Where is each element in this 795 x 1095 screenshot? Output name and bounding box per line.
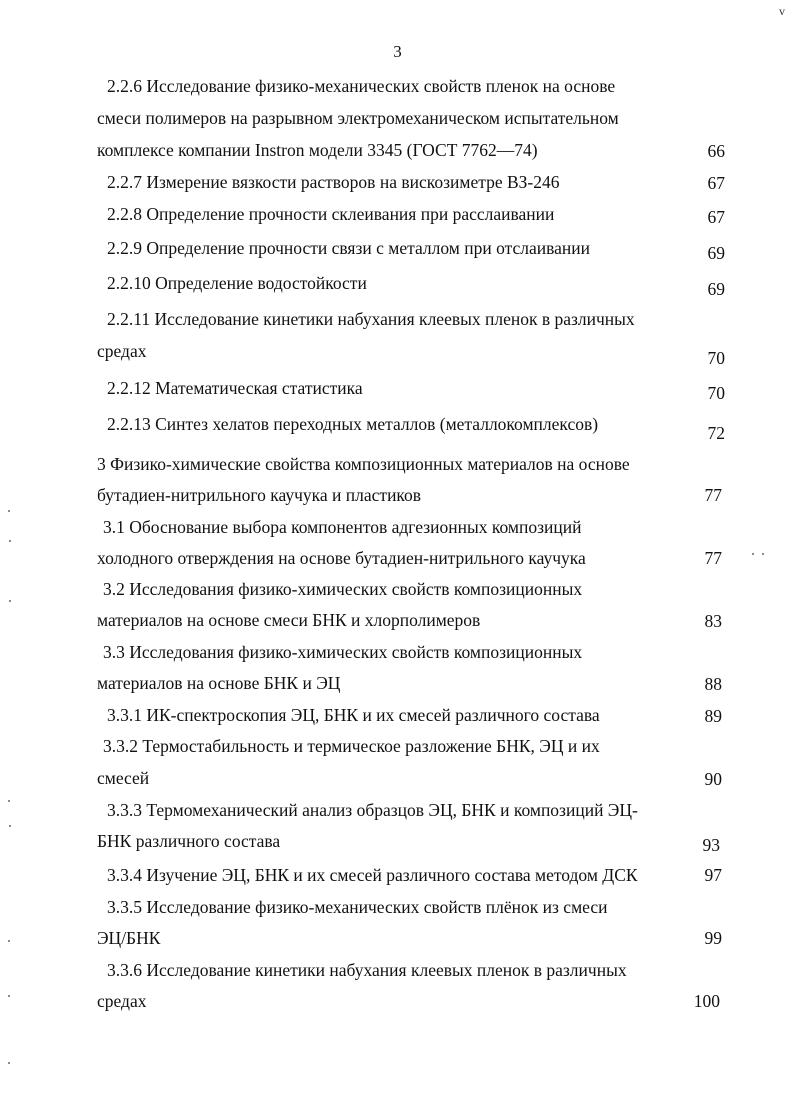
scan-speck xyxy=(9,825,11,827)
toc-entry-text: 3.3.3 Термомеханический анализ образцов ЭЦ, БНК и композиций ЭЦ- xyxy=(107,800,638,820)
toc-entry-text: средах xyxy=(97,991,147,1011)
toc-entry-text: 2.2.10 Определение водостойкости xyxy=(107,273,367,293)
toc-entry-text: материалов на основе смеси БНК и хлорполимеров xyxy=(97,610,481,630)
toc-entry-text: ЭЦ/БНК xyxy=(97,928,161,948)
toc-page-number: 83 xyxy=(704,611,722,631)
toc-page-number: 77 xyxy=(704,548,722,568)
page-number: 3 xyxy=(393,42,402,61)
scan-speck xyxy=(8,995,10,997)
toc-entry-text: бутадиен-нитрильного каучука и пластиков xyxy=(97,485,422,505)
toc-page-number: 100 xyxy=(693,991,720,1011)
toc-page-number: 88 xyxy=(704,674,722,694)
toc-entry-text: комплексе компании Instron модели 3345 (ГОСТ 7762—74) xyxy=(97,140,538,160)
toc-entry-text: 3.3.1 ИК-спектроскопия ЭЦ, БНК и их смесей различного состава xyxy=(107,705,600,725)
scan-speck xyxy=(8,800,10,802)
scan-speck xyxy=(762,553,764,555)
toc-entry-text: 3.2 Исследования физико-химических свойств композиционных xyxy=(103,579,583,599)
toc-entry-text: средах xyxy=(97,341,147,361)
scan-speck xyxy=(9,540,11,542)
toc-page-number: 77 xyxy=(704,485,722,505)
scan-speck xyxy=(9,600,11,602)
toc-entry-text: 2.2.6 Исследование физико-механических свойств пленок на основе xyxy=(107,76,616,96)
toc-page-number: 70 xyxy=(707,383,725,403)
scan-speck xyxy=(8,940,10,942)
toc-page-number: 69 xyxy=(707,279,725,299)
scan-speck xyxy=(752,553,754,555)
toc-entry-text: БНК различного состава xyxy=(97,831,281,851)
toc-entry-text: смесей xyxy=(97,768,150,788)
toc-entry-text: 3.3.5 Исследование физико-механических свойств плёнок из смеси xyxy=(107,897,608,917)
corner-mark: v xyxy=(779,4,785,18)
toc-entry-text: 3 Физико-химические свойства композиционных материалов на основе xyxy=(97,454,630,474)
toc-page-number: 67 xyxy=(707,173,725,193)
scan-speck xyxy=(8,1062,10,1064)
toc-entry-text: 2.2.12 Математическая статистика xyxy=(107,378,363,398)
toc-entry-text: холодного отверждения на основе бутадиен-нитрильного каучука xyxy=(97,548,586,568)
toc-entry-text: 2.2.13 Синтез хелатов переходных металлов (металлокомплексов) xyxy=(107,414,599,434)
toc-page-number: 90 xyxy=(704,769,722,789)
toc-entry-text: смеси полимеров на разрывном электромеханическом испытательном xyxy=(97,108,619,128)
toc-page-number: 66 xyxy=(707,141,725,161)
toc-entry-text: 3.3.2 Термостабильность и термическое разложение БНК, ЭЦ и их xyxy=(103,736,600,756)
toc-entry-text: 2.2.7 Измерение вязкости растворов на вискозиметре ВЗ-246 xyxy=(107,172,560,192)
scan-speck xyxy=(8,510,10,512)
toc-entry-text: 3.3 Исследования физико-химических свойств композиционных xyxy=(103,642,583,662)
toc-entry-text: 3.3.6 Исследование кинетики набухания клеевых пленок в различных xyxy=(107,960,627,980)
toc-page-number: 70 xyxy=(707,348,725,368)
toc-entry-text: 3.3.4 Изучение ЭЦ, БНК и их смесей различного состава методом ДСК xyxy=(107,865,638,885)
toc-entry-text: 2.2.9 Определение прочности связи с металлом при отслаивании xyxy=(107,238,590,258)
toc-page-number: 97 xyxy=(704,865,722,885)
toc-entry-text: 2.2.8 Определение прочности склеивания при расслаивании xyxy=(107,204,555,224)
toc-page-number: 99 xyxy=(704,928,722,948)
toc-page-number: 93 xyxy=(702,835,720,855)
toc-page-number: 69 xyxy=(707,243,725,263)
toc-entry-text: 3.1 Обоснование выбора компонентов адгезионных композиций xyxy=(103,517,582,537)
toc-page-number: 72 xyxy=(707,423,725,443)
toc-entry-text: материалов на основе БНК и ЭЦ xyxy=(97,673,341,693)
toc-page-number: 67 xyxy=(707,207,725,227)
toc-entry-text: 2.2.11 Исследование кинетики набухания клеевых пленок в различных xyxy=(107,309,635,329)
toc-page-number: 89 xyxy=(704,706,722,726)
